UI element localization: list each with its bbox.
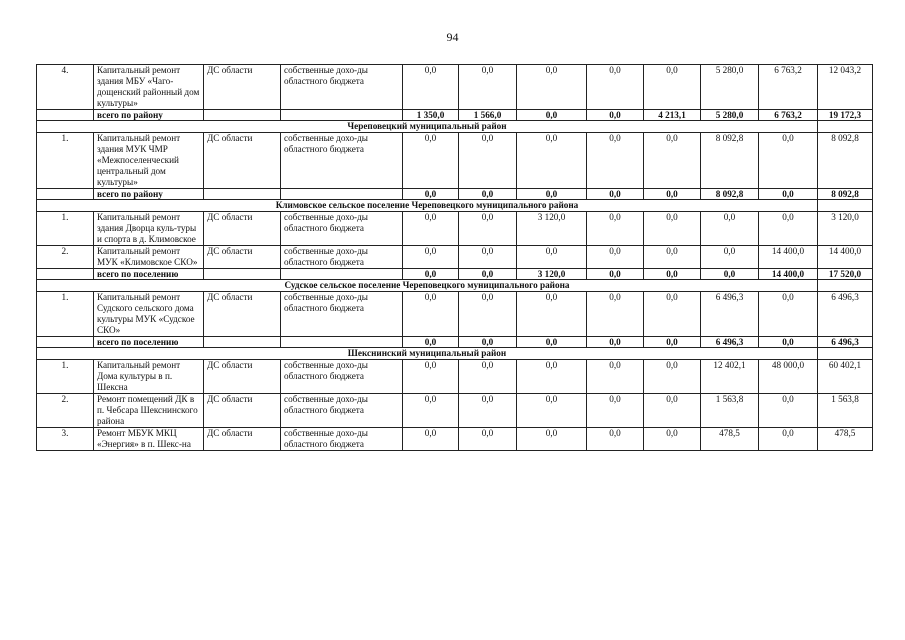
subtotal-amount: 14 400,0 [759,269,818,280]
row-number: 4. [37,65,94,110]
funding-source: собственные дохо-ды областного бюджета [281,394,403,428]
funding-source: собственные дохо-ды областного бюджета [281,292,403,337]
section-title: Череповецкий муниципальный район [37,121,818,133]
section-empty-cell [818,121,873,133]
subtotal-amount: 0,0 [587,269,644,280]
subtotal-amount: 0,0 [644,337,701,348]
subtotal-amount: 5 280,0 [701,110,759,121]
subtotal-row [37,189,873,200]
row-number: 2. [37,394,94,428]
budget-table [36,64,873,451]
amount-cell: 0,0 [587,292,644,337]
object-name: Капитальный ремонт здания МБУ «Чаго-дощенский районный дом культуры» [94,65,204,110]
amount-cell: 0,0 [403,292,459,337]
amount-cell: 0,0 [701,246,759,269]
amount-cell: 0,0 [587,428,644,451]
subtotal-amount: 4 213,1 [644,110,701,121]
subtotal-amount: 1 566,0 [459,110,517,121]
amount-cell: 0,0 [459,65,517,110]
amount-cell: 0,0 [403,212,459,246]
amount-cell: 0,0 [701,212,759,246]
subtotal-row [37,337,873,348]
row-number: 2. [37,246,94,269]
row-total-cell: 1 563,8 [818,394,873,428]
table-body [37,65,873,451]
object-name: Ремонт МБУК МКЦ «Энергия» в п. Шекс-на [94,428,204,451]
amount-cell: 0,0 [587,246,644,269]
object-name: Капитальный ремонт здания Дворца куль-туры и спорта в д. Климовское [94,212,204,246]
subtotal-label: всего по поселению [94,337,204,348]
subtotal-amount: 3 120,0 [517,269,587,280]
amount-cell: 0,0 [644,246,701,269]
subtotal-amount: 0,0 [587,189,644,200]
empty-cell [37,269,94,280]
page-number: 94 [446,30,459,44]
amount-cell: 0,0 [644,360,701,394]
object-name: Капитальный ремонт Дома культуры в п. Шексна [94,360,204,394]
subtotal-amount: 0,0 [517,110,587,121]
subtotal-amount: 0,0 [587,110,644,121]
subtotal-amount: 0,0 [403,189,459,200]
section-empty-cell [818,280,873,292]
amount-cell: 0,0 [759,292,818,337]
amount-cell: 0,0 [459,428,517,451]
amount-cell: 0,0 [759,394,818,428]
amount-cell: 0,0 [517,292,587,337]
subtotal-amount: 0,0 [644,189,701,200]
row-number: 1. [37,133,94,189]
amount-cell: 0,0 [517,428,587,451]
amount-cell: 5 280,0 [701,65,759,110]
empty-cell [37,189,94,200]
section-empty-cell [818,200,873,212]
customer-name: ДС области [204,65,281,110]
object-name: Капитальный ремонт здания МУК ЧМР «Межпоселенческий центральный дом культуры» [94,133,204,189]
amount-cell: 3 120,0 [517,212,587,246]
subtotal-amount: 0,0 [587,337,644,348]
amount-cell: 0,0 [459,246,517,269]
amount-cell: 0,0 [459,292,517,337]
amount-cell: 0,0 [644,133,701,189]
section-header-row [37,280,873,292]
row-total-cell: 12 043,2 [818,65,873,110]
subtotal-amount: 19 172,3 [818,110,873,121]
amount-cell: 0,0 [759,428,818,451]
row-number: 1. [37,360,94,394]
table-row [37,212,873,246]
subtotal-amount: 6 496,3 [701,337,759,348]
empty-cell [281,337,403,348]
subtotal-label: всего по району [94,110,204,121]
subtotal-label: всего по району [94,189,204,200]
subtotal-amount: 0,0 [759,189,818,200]
empty-cell [37,110,94,121]
amount-cell: 0,0 [403,65,459,110]
table-row [37,65,873,110]
row-number: 3. [37,428,94,451]
amount-cell: 0,0 [587,394,644,428]
subtotal-row [37,269,873,280]
subtotal-amount: 0,0 [403,337,459,348]
empty-cell [204,337,281,348]
table-row [37,428,873,451]
subtotal-amount: 0,0 [644,269,701,280]
empty-cell [204,269,281,280]
amount-cell: 0,0 [644,212,701,246]
section-empty-cell [818,348,873,360]
section-header-row [37,121,873,133]
amount-cell: 6 763,2 [759,65,818,110]
amount-cell: 478,5 [701,428,759,451]
customer-name: ДС области [204,292,281,337]
row-total-cell: 6 496,3 [818,292,873,337]
amount-cell: 0,0 [587,212,644,246]
amount-cell: 0,0 [403,246,459,269]
subtotal-amount: 0,0 [459,189,517,200]
empty-cell [204,189,281,200]
amount-cell: 0,0 [459,394,517,428]
subtotal-amount: 0,0 [459,337,517,348]
amount-cell: 0,0 [517,246,587,269]
subtotal-amount: 0,0 [403,269,459,280]
amount-cell: 8 092,8 [701,133,759,189]
amount-cell: 0,0 [403,394,459,428]
amount-cell: 0,0 [517,394,587,428]
subtotal-amount: 1 350,0 [403,110,459,121]
amount-cell: 0,0 [644,394,701,428]
amount-cell: 1 563,8 [701,394,759,428]
amount-cell: 0,0 [403,428,459,451]
amount-cell: 0,0 [587,360,644,394]
subtotal-amount: 0,0 [517,189,587,200]
table-row [37,133,873,189]
row-total-cell: 478,5 [818,428,873,451]
section-title: Климовское сельское поселение Череповецкого муниципального района [37,200,818,212]
amount-cell: 0,0 [644,292,701,337]
amount-cell: 0,0 [517,65,587,110]
funding-source: собственные дохо-ды областного бюджета [281,246,403,269]
empty-cell [281,269,403,280]
customer-name: ДС области [204,212,281,246]
subtotal-row [37,110,873,121]
amount-cell: 0,0 [459,360,517,394]
subtotal-label: всего по поселению [94,269,204,280]
subtotal-amount: 0,0 [701,269,759,280]
subtotal-amount: 6 763,2 [759,110,818,121]
subtotal-amount: 8 092,8 [701,189,759,200]
empty-cell [281,110,403,121]
funding-source: собственные дохо-ды областного бюджета [281,360,403,394]
row-number: 1. [37,292,94,337]
subtotal-amount: 0,0 [517,337,587,348]
amount-cell: 48 000,0 [759,360,818,394]
amount-cell: 0,0 [517,133,587,189]
funding-source: собственные дохо-ды областного бюджета [281,133,403,189]
row-total-cell: 60 402,1 [818,360,873,394]
amount-cell: 14 400,0 [759,246,818,269]
funding-source: собственные дохо-ды областного бюджета [281,65,403,110]
customer-name: ДС области [204,394,281,428]
amount-cell: 0,0 [587,65,644,110]
customer-name: ДС области [204,428,281,451]
row-number: 1. [37,212,94,246]
object-name: Капитальный ремонт Судского сельского дома культуры МУК «Судское СКО» [94,292,204,337]
row-total-cell: 14 400,0 [818,246,873,269]
object-name: Капитальный ремонт МУК «Климовское СКО» [94,246,204,269]
empty-cell [37,337,94,348]
amount-cell: 0,0 [517,360,587,394]
amount-cell: 0,0 [403,133,459,189]
customer-name: ДС области [204,133,281,189]
amount-cell: 0,0 [403,360,459,394]
amount-cell: 0,0 [644,428,701,451]
subtotal-amount: 6 496,3 [818,337,873,348]
amount-cell: 0,0 [459,212,517,246]
customer-name: ДС области [204,360,281,394]
table-row [37,246,873,269]
object-name: Ремонт помещений ДК в п. Чебсара Шекснинского района [94,394,204,428]
row-total-cell: 3 120,0 [818,212,873,246]
table-row [37,360,873,394]
funding-source: собственные дохо-ды областного бюджета [281,428,403,451]
subtotal-amount: 0,0 [759,337,818,348]
table-row [37,394,873,428]
section-title: Судское сельское поселение Череповецкого муниципального района [37,280,818,292]
table-row [37,292,873,337]
section-header-row [37,348,873,360]
amount-cell: 0,0 [759,212,818,246]
amount-cell: 12 402,1 [701,360,759,394]
amount-cell: 0,0 [587,133,644,189]
subtotal-amount: 17 520,0 [818,269,873,280]
funding-source: собственные дохо-ды областного бюджета [281,212,403,246]
empty-cell [204,110,281,121]
subtotal-amount: 8 092,8 [818,189,873,200]
section-header-row [37,200,873,212]
section-title: Шекснинский муниципальный район [37,348,818,360]
amount-cell: 0,0 [759,133,818,189]
subtotal-amount: 0,0 [459,269,517,280]
empty-cell [281,189,403,200]
amount-cell: 0,0 [644,65,701,110]
row-total-cell: 8 092,8 [818,133,873,189]
customer-name: ДС области [204,246,281,269]
amount-cell: 0,0 [459,133,517,189]
amount-cell: 6 496,3 [701,292,759,337]
